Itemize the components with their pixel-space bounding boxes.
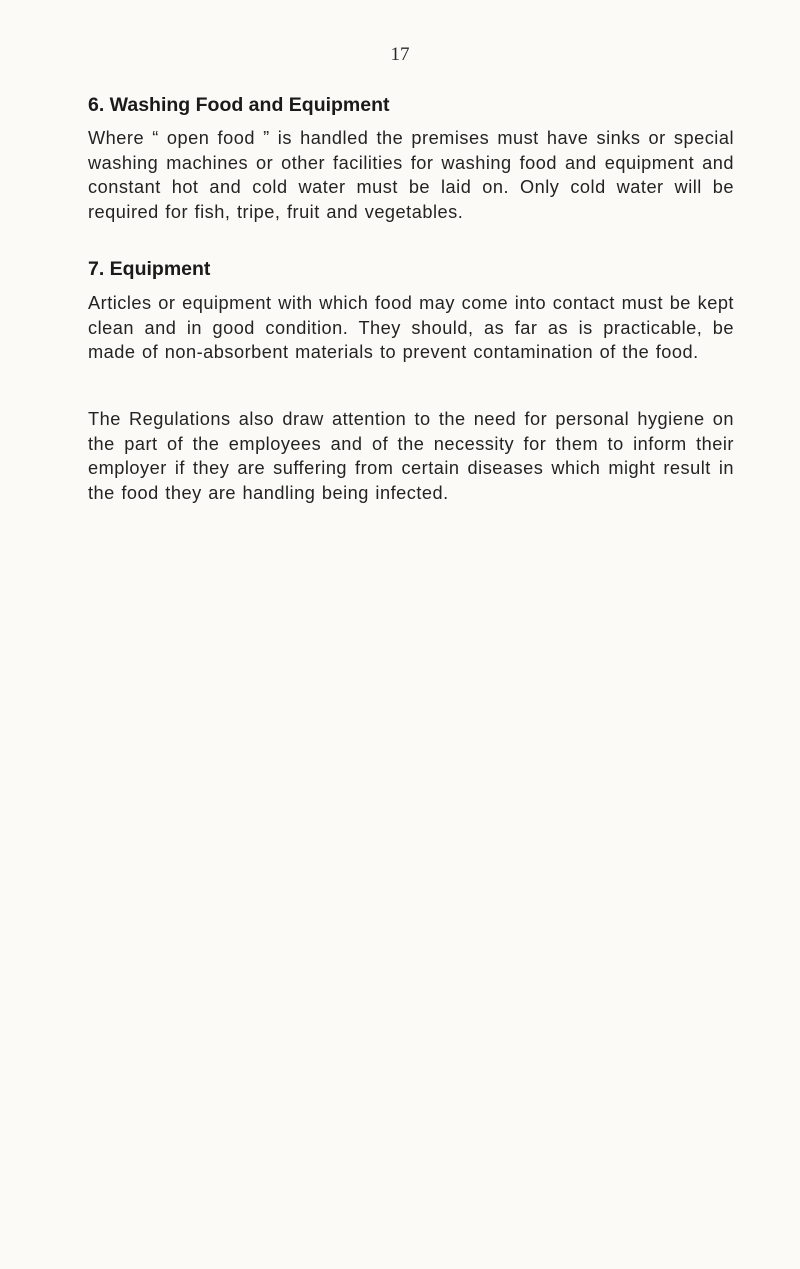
section-paragraph-equipment: Articles or equipment with which food may come into contact must be kept clean and in good condition. They should, as far as is practicable, be made of non-absorbent materials to prevent contamination of the food. (88, 293, 734, 362)
section-heading-equipment: 7. Equipment (88, 258, 211, 280)
closing-paragraph: The Regulations also draw attention to the need for personal hygiene on the part of the employees and of the necessity for them to inform their employer if they are suffering from certain diseases which might result in the food they are handling being infected. (88, 409, 734, 503)
section-heading-washing-food-and-equipment: 6. Washing Food and Equipment (88, 94, 390, 116)
page-number: 17 (390, 44, 410, 65)
section-paragraph-washing-food-and-equipment: Where “ open food ” is handled the premises must have sinks or special washing machines or other facilities for washing food and equipment and constant hot and cold water must be laid on. Only cold water will be required for fish, tripe, fruit and vegetables. (88, 128, 734, 222)
